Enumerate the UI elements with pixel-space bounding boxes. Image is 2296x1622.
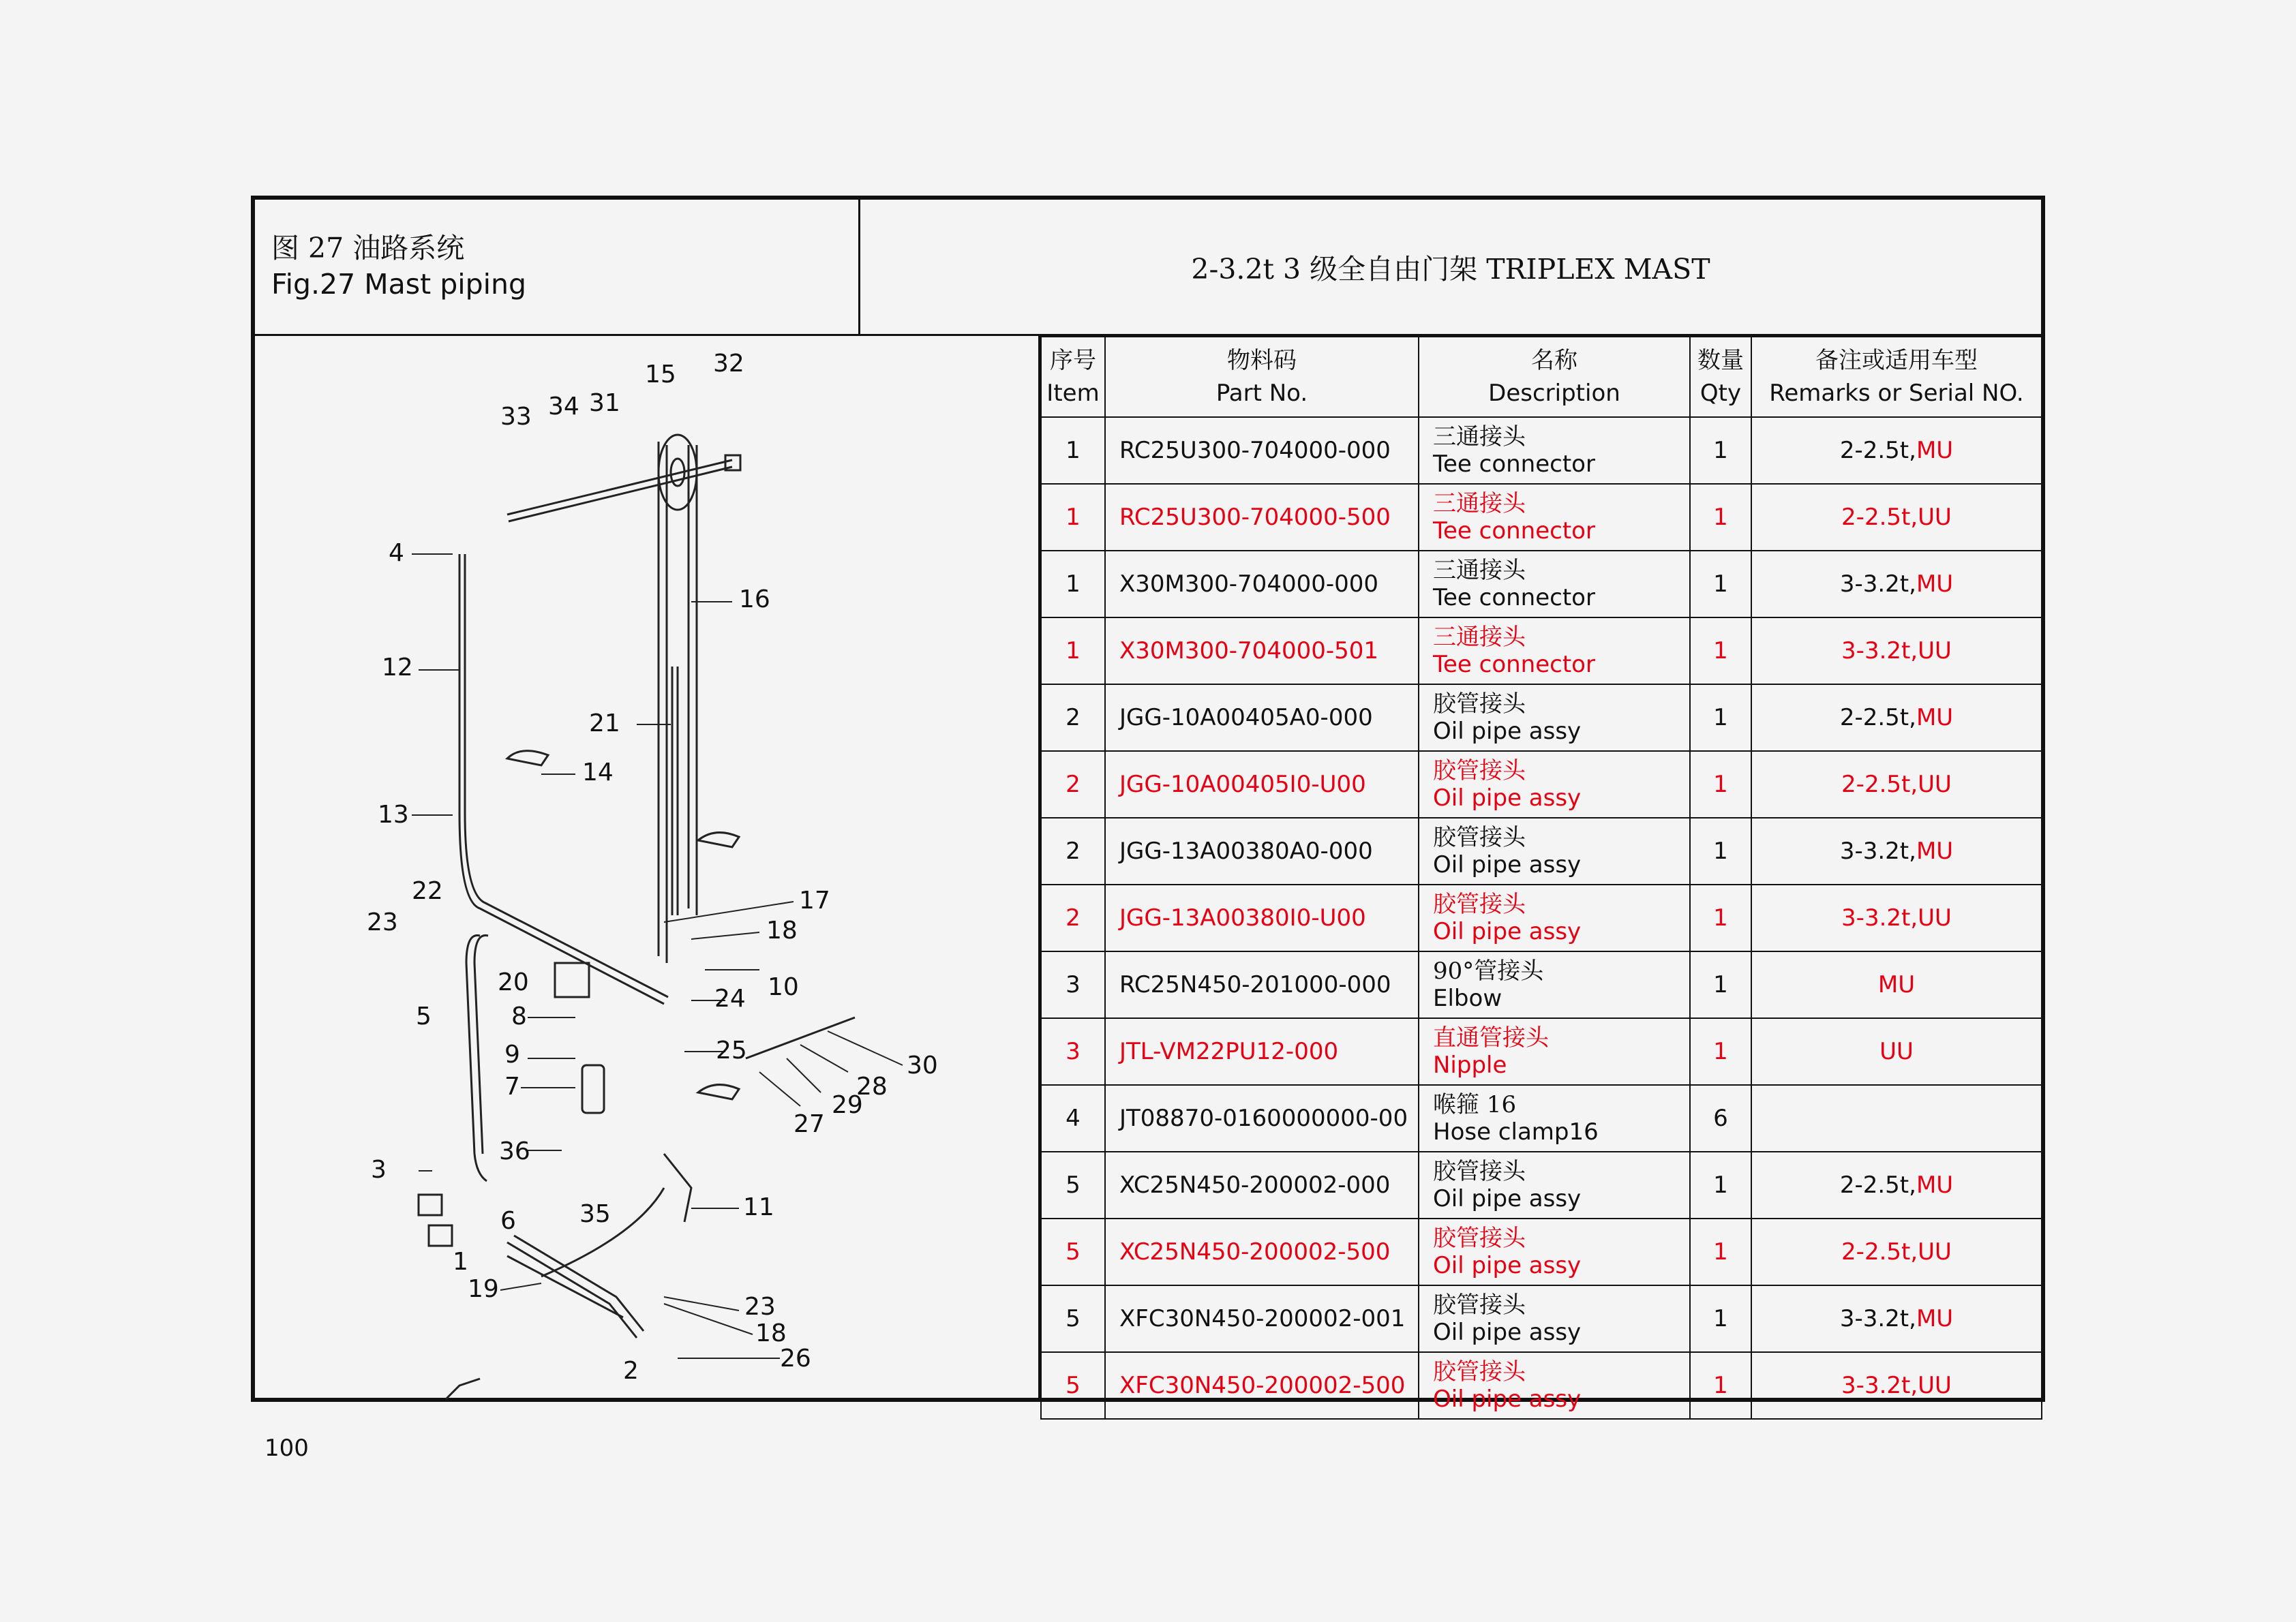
desc-cn: 胶管接头	[1433, 1291, 1526, 1319]
desc-cn: 胶管接头	[1433, 690, 1526, 718]
remarks-model: 3-3.2t,	[1839, 570, 1916, 598]
model-title	[860, 200, 2041, 336]
cell-part-no: XC25N450-200002-000	[1105, 1152, 1419, 1219]
cell-description	[1419, 751, 1690, 818]
desc-en: Oil pipe assy	[1433, 784, 1582, 812]
desc-en: Tee connector	[1433, 584, 1595, 611]
cell-part-no: JGG-10A00405I0-U00	[1105, 751, 1419, 818]
cell-item: 5	[1041, 1219, 1105, 1285]
callout-35: 35	[579, 1200, 611, 1228]
cell-description	[1419, 1152, 1690, 1219]
desc-en: Oil pipe assy	[1433, 1185, 1582, 1212]
callout-7: 7	[504, 1073, 520, 1101]
remarks-mast-type: MU	[1916, 570, 1954, 598]
remarks-model: 2-2.5t,	[1841, 1238, 1918, 1266]
desc-cn: 胶管接头	[1433, 1358, 1526, 1386]
cell-part-no: RC25U300-704000-000	[1105, 417, 1419, 484]
cell-qty: 1	[1690, 417, 1751, 484]
callout-10: 10	[768, 973, 799, 1001]
callout-3: 3	[371, 1156, 387, 1184]
desc-cn: 三通接头	[1433, 557, 1526, 584]
cell-part-no: X30M300-704000-501	[1105, 617, 1419, 684]
desc-cn: 胶管接头	[1433, 1158, 1526, 1185]
callout-8: 8	[511, 1003, 527, 1030]
remarks-mast-type: MU	[1916, 1305, 1954, 1332]
cell-qty: 1	[1690, 484, 1751, 551]
remarks-mast-type: UU	[1918, 1238, 1952, 1266]
table-row	[1041, 1285, 2042, 1352]
col-qty-cn: 数量	[1697, 347, 1744, 374]
callout-1: 1	[453, 1248, 468, 1276]
remarks-model: 3-3.2t,	[1841, 637, 1918, 664]
remarks-model: 3-3.2t,	[1841, 1372, 1918, 1399]
cell-remarks	[1751, 751, 2042, 818]
remarks-mast-type: UU	[1918, 637, 1952, 664]
remarks-mast-type: UU	[1918, 504, 1952, 531]
col-part-en: Part No.	[1215, 380, 1308, 407]
callout-21: 21	[589, 709, 620, 737]
mast-piping-drawing	[255, 336, 1036, 1402]
desc-cn: 三通接头	[1433, 423, 1526, 450]
col-remarks-en: Remarks or Serial NO.	[1769, 380, 2024, 407]
table-row	[1041, 818, 2042, 885]
callout-6: 6	[500, 1207, 516, 1235]
remarks-mast-type: UU	[1918, 904, 1952, 932]
cell-remarks	[1751, 1018, 2042, 1085]
remarks-mast-type: MU	[1916, 437, 1954, 464]
callout-12: 12	[382, 654, 413, 682]
cell-item: 3	[1041, 951, 1105, 1018]
exploded-diagram	[255, 336, 1040, 1398]
cell-qty: 1	[1690, 1219, 1751, 1285]
callout-13: 13	[378, 801, 409, 829]
cell-description	[1419, 951, 1690, 1018]
remarks-model: 3-3.2t,	[1839, 838, 1916, 865]
cell-part-no: JGG-10A00405A0-000	[1105, 684, 1419, 751]
table-row	[1041, 484, 2042, 551]
callout-23-upper: 23	[367, 908, 398, 936]
remarks-mast-type: MU	[1877, 971, 1916, 998]
callout-18-upper: 18	[766, 917, 798, 945]
desc-cn: 胶管接头	[1433, 824, 1526, 851]
cell-remarks	[1751, 484, 2042, 551]
callout-30: 30	[907, 1052, 938, 1080]
table-row	[1041, 617, 2042, 684]
remarks-model: 2-2.5t,	[1841, 504, 1918, 531]
callout-22: 22	[412, 877, 443, 905]
figure-header	[255, 200, 860, 336]
remarks-mast-type: MU	[1916, 704, 1954, 731]
cell-description	[1419, 1285, 1690, 1352]
callout-34: 34	[548, 393, 579, 420]
cell-qty: 6	[1690, 1085, 1751, 1152]
table-row	[1041, 951, 2042, 1018]
callout-4: 4	[389, 539, 404, 567]
table-row	[1041, 1085, 2042, 1152]
cell-remarks	[1751, 1352, 2042, 1419]
desc-cn: 胶管接头	[1433, 1225, 1526, 1252]
callout-24: 24	[714, 985, 746, 1013]
table-header-row	[1041, 337, 2042, 417]
cell-remarks	[1751, 818, 2042, 885]
col-qty-en: Qty	[1700, 380, 1742, 407]
cell-item: 1	[1041, 551, 1105, 617]
cell-remarks	[1751, 951, 2042, 1018]
remarks-mast-type: UU	[1918, 771, 1952, 798]
desc-cn: 胶管接头	[1433, 757, 1526, 784]
desc-en: Tee connector	[1433, 651, 1595, 678]
cell-qty: 1	[1690, 684, 1751, 751]
cell-qty: 1	[1690, 1352, 1751, 1419]
desc-en: Tee connector	[1433, 517, 1595, 545]
cell-remarks	[1751, 617, 2042, 684]
callout-19: 19	[468, 1275, 499, 1303]
desc-en: Tee connector	[1433, 450, 1595, 478]
cell-remarks	[1751, 1152, 2042, 1219]
desc-cn: 喉箍 16	[1433, 1091, 1517, 1118]
table-row	[1041, 551, 2042, 617]
catalog-page-frame	[251, 196, 2045, 1413]
table-row	[1041, 684, 2042, 751]
cell-remarks	[1751, 1085, 2042, 1152]
cell-remarks	[1751, 1219, 2042, 1285]
cell-part-no: JGG-13A00380A0-000	[1105, 818, 1419, 885]
cell-item: 1	[1041, 417, 1105, 484]
table-row	[1041, 1219, 2042, 1285]
table-row	[1041, 885, 2042, 951]
table-row	[1041, 751, 2042, 818]
cell-part-no: JT08870-0160000000-00	[1105, 1085, 1419, 1152]
callout-17: 17	[799, 887, 830, 915]
desc-cn: 直通管接头	[1433, 1024, 1549, 1052]
cell-item: 2	[1041, 684, 1105, 751]
cell-description	[1419, 818, 1690, 885]
cell-description	[1419, 1219, 1690, 1285]
parts-table	[1040, 336, 2042, 1420]
table-row	[1041, 1152, 2042, 1219]
desc-cn: 三通接头	[1433, 490, 1526, 517]
cell-description	[1419, 551, 1690, 617]
cell-qty: 1	[1690, 617, 1751, 684]
cell-qty: 1	[1690, 1018, 1751, 1085]
remarks-mast-type: MU	[1916, 1172, 1954, 1199]
callout-27: 27	[794, 1110, 825, 1138]
cell-item: 2	[1041, 751, 1105, 818]
cell-part-no: XC25N450-200002-500	[1105, 1219, 1419, 1285]
callout-18-lower: 18	[755, 1319, 787, 1347]
callout-15: 15	[645, 361, 676, 388]
cell-part-no: X30M300-704000-000	[1105, 551, 1419, 617]
callout-16: 16	[739, 585, 770, 613]
remarks-model: 2-2.5t,	[1839, 704, 1916, 731]
cell-description	[1419, 484, 1690, 551]
cell-part-no: JTL-VM22PU12-000	[1105, 1018, 1419, 1085]
desc-en: Oil pipe assy	[1433, 851, 1582, 878]
col-part	[1105, 337, 1419, 417]
cell-part-no: XFC30N450-200002-001	[1105, 1285, 1419, 1352]
cell-item: 2	[1041, 818, 1105, 885]
table-row	[1041, 1018, 2042, 1085]
callout-36: 36	[499, 1137, 530, 1165]
cell-item: 2	[1041, 885, 1105, 951]
desc-en: Hose clamp16	[1433, 1118, 1599, 1146]
cell-part-no: RC25U300-704000-500	[1105, 484, 1419, 551]
col-qty	[1690, 337, 1751, 417]
cell-description	[1419, 1018, 1690, 1085]
col-item-en: Item	[1046, 380, 1100, 407]
cell-description	[1419, 617, 1690, 684]
cell-item: 3	[1041, 1018, 1105, 1085]
col-desc-en: Description	[1488, 380, 1620, 407]
remarks-model: 2-2.5t,	[1839, 437, 1916, 464]
cell-qty: 1	[1690, 551, 1751, 617]
col-remarks	[1751, 337, 2042, 417]
desc-en: Oil pipe assy	[1433, 1386, 1582, 1413]
remarks-mast-type: MU	[1916, 838, 1954, 865]
cell-remarks	[1751, 684, 2042, 751]
desc-en: Nipple	[1433, 1052, 1507, 1079]
cell-item: 4	[1041, 1085, 1105, 1152]
table-row	[1041, 1352, 2042, 1419]
figure-title-cn: 图 27 油路系统	[271, 232, 465, 264]
callout-20: 20	[498, 968, 529, 996]
desc-en: Oil pipe assy	[1433, 1319, 1582, 1346]
callout-5: 5	[416, 1003, 432, 1030]
remarks-mast-type: UU	[1879, 1038, 1914, 1065]
cell-part-no: RC25N450-201000-000	[1105, 951, 1419, 1018]
callout-23-lower: 23	[744, 1293, 776, 1321]
desc-cn: 90°管接头	[1433, 958, 1544, 985]
callout-25: 25	[716, 1037, 747, 1065]
cell-description	[1419, 885, 1690, 951]
table-row	[1041, 417, 2042, 484]
cell-item: 1	[1041, 617, 1105, 684]
cell-part-no: JGG-13A00380I0-U00	[1105, 885, 1419, 951]
callout-28: 28	[856, 1073, 888, 1101]
remarks-mast-type: UU	[1918, 1372, 1952, 1399]
desc-en: Oil pipe assy	[1433, 1252, 1582, 1279]
callout-11: 11	[743, 1193, 774, 1221]
col-remarks-cn: 备注或适用车型	[1815, 347, 1978, 374]
cell-part-no: XFC30N450-200002-500	[1105, 1352, 1419, 1419]
callout-32: 32	[713, 350, 744, 378]
cell-item: 5	[1041, 1152, 1105, 1219]
desc-en: Oil pipe assy	[1433, 718, 1582, 745]
cell-item: 1	[1041, 484, 1105, 551]
figure-title-en: Fig.27 Mast piping	[271, 268, 527, 301]
cell-qty: 1	[1690, 1152, 1751, 1219]
cell-remarks	[1751, 885, 2042, 951]
callout-2: 2	[623, 1357, 639, 1385]
callout-26: 26	[780, 1345, 811, 1373]
callout-31: 31	[589, 389, 620, 417]
col-item-cn: 序号	[1050, 347, 1096, 374]
col-desc-cn: 名称	[1531, 347, 1577, 374]
cell-remarks	[1751, 1285, 2042, 1352]
cell-description	[1419, 417, 1690, 484]
cell-qty: 1	[1690, 751, 1751, 818]
cell-description	[1419, 1352, 1690, 1419]
desc-en: Elbow	[1433, 985, 1502, 1012]
col-item	[1041, 337, 1105, 417]
cell-description	[1419, 684, 1690, 751]
cell-item: 5	[1041, 1352, 1105, 1419]
callout-14: 14	[582, 759, 614, 786]
cell-description	[1419, 1085, 1690, 1152]
col-part-cn: 物料码	[1227, 347, 1297, 374]
cell-qty: 1	[1690, 951, 1751, 1018]
desc-cn: 胶管接头	[1433, 891, 1526, 918]
cell-qty: 1	[1690, 818, 1751, 885]
cell-qty: 1	[1690, 1285, 1751, 1352]
remarks-model: 3-3.2t,	[1839, 1305, 1916, 1332]
desc-cn: 三通接头	[1433, 624, 1526, 651]
cell-remarks	[1751, 417, 2042, 484]
col-desc	[1419, 337, 1690, 417]
cell-qty: 1	[1690, 885, 1751, 951]
desc-en: Oil pipe assy	[1433, 918, 1582, 945]
model-title-text: 2-3.2t 3 级全自由门架 TRIPLEX MAST	[1191, 253, 1710, 286]
page-number: 100	[265, 1435, 309, 1462]
callout-33: 33	[500, 403, 532, 431]
cell-item: 5	[1041, 1285, 1105, 1352]
callout-29: 29	[832, 1091, 863, 1119]
callout-9: 9	[504, 1041, 520, 1069]
remarks-model: 3-3.2t,	[1841, 904, 1918, 932]
remarks-model: 2-2.5t,	[1841, 771, 1918, 798]
remarks-model: 2-2.5t,	[1839, 1172, 1916, 1199]
cell-remarks	[1751, 551, 2042, 617]
